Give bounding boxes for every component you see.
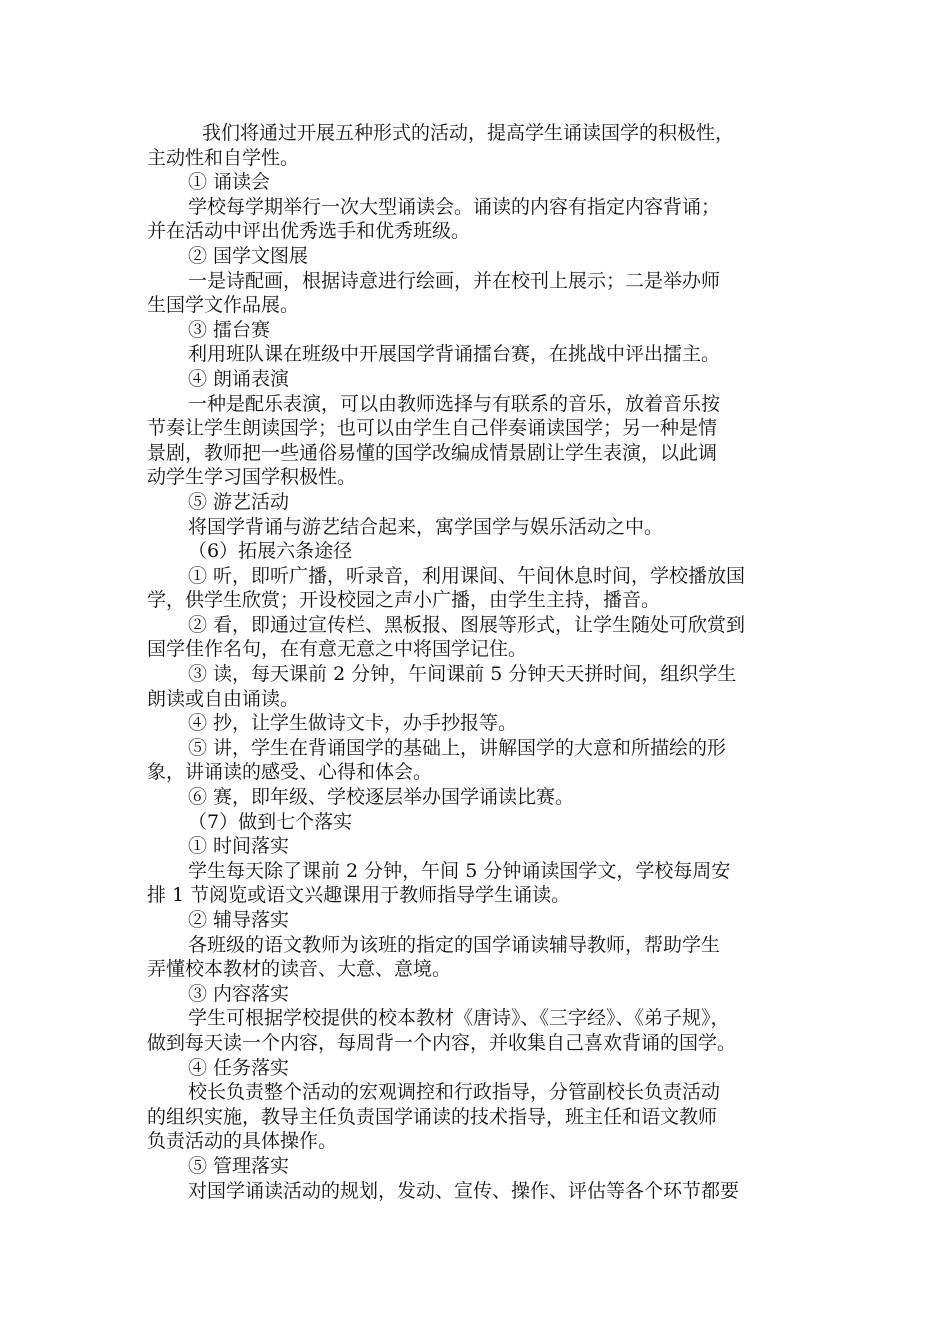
- text-line: 学生可根据学校提供的校本教材《唐诗》、《三字经》、《弟子规》，: [188, 1007, 730, 1030]
- text-line: 利用班队课在班级中开展国学背诵擂台赛，在挑战中评出擂主。: [188, 343, 721, 366]
- text-line: ② 辅导落实: [188, 909, 290, 931]
- text-line: 学生每天除了课前 2 分钟，午间 5 分钟诵读国学文，学校每周安: [188, 859, 731, 882]
- text-line: （7）做到七个落实: [188, 810, 353, 833]
- text-line: 对国学诵读活动的规划，发动、宣传、操作、评估等各个环节都要: [188, 1179, 740, 1202]
- text-line: 的组织实施，教导主任负责国学诵读的技术指导，班主任和语文教师: [147, 1105, 718, 1128]
- text-line: 将国学背诵与游艺结合起来，寓学国学与娱乐活动之中。: [188, 515, 664, 538]
- text-line: 主动性和自学性。: [147, 146, 300, 169]
- text-line: 做到每天读一个内容，每周背一个内容，并收集自己喜欢背诵的国学。: [147, 1031, 737, 1054]
- text-line: （6）拓展六条途径: [188, 540, 353, 563]
- text-line: 学，供学生欣赏；开设校园之声小广播，由学生主持，播音。: [147, 589, 661, 612]
- text-line: ① 诵读会: [188, 171, 271, 194]
- text-line: ④ 任务落实: [188, 1056, 290, 1079]
- text-line: ① 听，即听广播，听录音，利用课间、午间休息时间，学校播放国: [188, 564, 746, 587]
- document-body: [147, 121, 819, 1203]
- text-line: 并在活动中评出优秀选手和优秀班级。: [147, 220, 471, 243]
- text-line: ① 时间落实: [188, 835, 290, 858]
- text-line: 弄懂校本教材的读音、大意、意境。: [147, 958, 452, 981]
- text-line: ⑤ 管理落实: [188, 1154, 290, 1177]
- text-line: ⑥ 赛，即年级、学校逐层举办国学诵读比赛。: [188, 786, 575, 809]
- text-line: 朗读或自由诵读。: [147, 687, 300, 710]
- text-line: ⑤ 游艺活动: [188, 490, 290, 513]
- text-line: 一是诗配画，根据诗意进行绘画，并在校刊上展示；二是举办师: [188, 269, 721, 292]
- text-line: ⑤ 讲，学生在背诵国学的基础上，讲解国学的大意和所描绘的形: [188, 736, 727, 759]
- text-line: 各班级的语文教师为该班的指定的国学诵读辅导教师，帮助学生: [188, 933, 721, 956]
- text-line: 一种是配乐表演，可以由教师选择与有联系的音乐，放着音乐按: [188, 392, 721, 415]
- text-line: 我们将通过开展五种形式的活动，提高学生诵读国学的积极性，: [202, 122, 735, 144]
- text-line: 生国学文作品展。: [147, 294, 300, 317]
- text-line: ② 看，即通过宣传栏、黑板报、图展等形式，让学生随处可欣赏到: [188, 613, 746, 636]
- text-line: 学校每学期举行一次大型诵读会。诵读的内容有指定内容背诵；: [188, 195, 721, 218]
- text-line: 节奏让学生朗读国学；也可以由学生自己伴奏诵读国学；另一种是情: [147, 417, 718, 440]
- text-line: ④ 抄，让学生做诗文卡，办手抄报等。: [188, 712, 518, 735]
- text-line: ③ 读，每天课前 2 分钟，午间课前 5 分钟天天拼时间，组织学生: [188, 663, 737, 686]
- text-line: ③ 内容落实: [188, 982, 290, 1005]
- text-line: 景剧，教师把一些通俗易懂的国学改编成情景剧让学生表演，以此调: [147, 441, 718, 464]
- text-line: ② 国学文图展: [188, 244, 309, 267]
- text-line: 校长负责整个活动的宏观调控和行政指导，分管副校长负责活动: [188, 1081, 721, 1104]
- text-line: ③ 擂台赛: [188, 318, 271, 341]
- text-line: 动学生学习国学积极性。: [147, 466, 357, 489]
- text-line: 国学佳作名句，在有意无意之中将国学记住。: [147, 638, 528, 661]
- text-line: ④ 朗诵表演: [188, 367, 290, 390]
- text-line: 排 1 节阅览或语文兴趣课用于教师指导学生诵读。: [147, 884, 571, 907]
- text-line: 负责活动的具体操作。: [147, 1130, 338, 1153]
- text-line: 象，讲诵读的感受、心得和体会。: [147, 761, 433, 784]
